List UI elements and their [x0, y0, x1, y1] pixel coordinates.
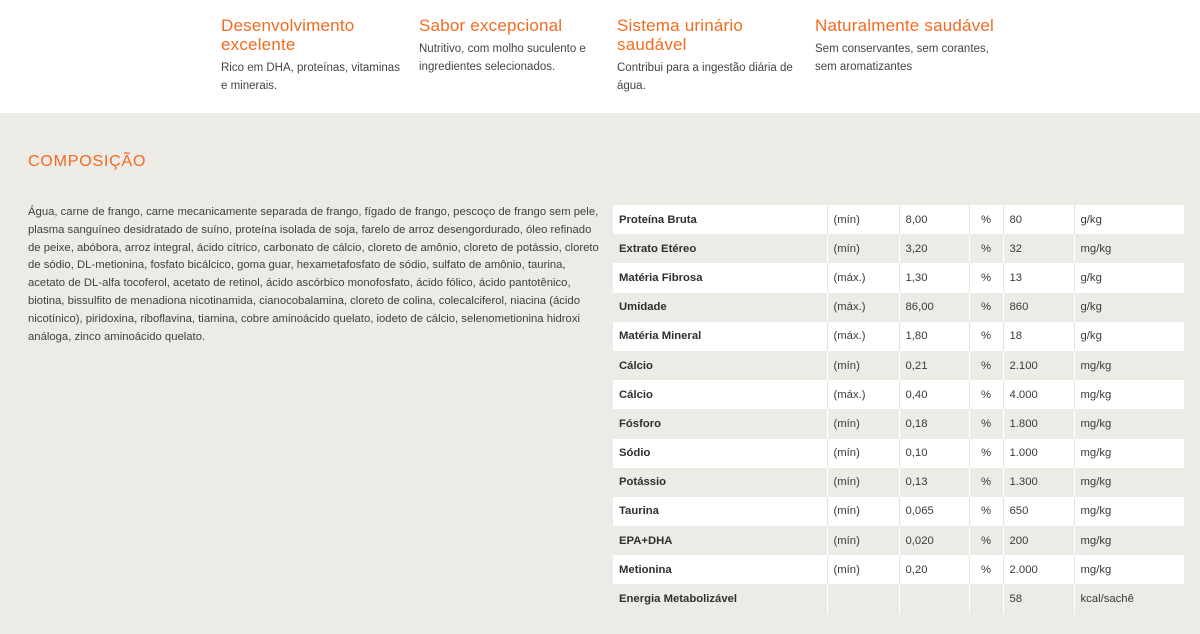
nutrient-amount: 1.000 [1003, 439, 1074, 468]
nutrient-unit: mg/kg [1074, 234, 1184, 263]
nutrient-modifier: (mín) [827, 205, 899, 234]
composition-title: COMPOSIÇÃO [28, 153, 147, 170]
benefit-text: Nutritivo, com molho suculento e ingredientes selecionados. [419, 43, 586, 73]
nutrient-percent-value: 0,18 [899, 409, 969, 438]
nutrient-percent-value: 0,13 [899, 468, 969, 497]
nutrient-amount: 80 [1003, 205, 1074, 234]
nutrient-percent-value: 0,40 [899, 380, 969, 409]
nutrient-percent-sign: % [969, 497, 1003, 526]
nutrient-amount: 58 [1003, 584, 1074, 613]
nutrient-unit: mg/kg [1074, 409, 1184, 438]
nutrient-unit: g/kg [1074, 322, 1184, 351]
nutrient-percent-value: 1,80 [899, 322, 969, 351]
nutrient-percent-sign: % [969, 205, 1003, 234]
nutrient-unit: mg/kg [1074, 468, 1184, 497]
nutrient-amount: 18 [1003, 322, 1074, 351]
table-row [613, 555, 1184, 584]
nutrient-name: Umidade [613, 293, 827, 322]
benefit-text: Rico em DHA, proteínas, vitaminas e minerais. [221, 62, 400, 92]
nutrient-unit: mg/kg [1074, 439, 1184, 468]
nutrient-name: Potássio [613, 468, 827, 497]
nutrient-amount: 32 [1003, 234, 1074, 263]
benefit-title: Sabor excepcional [419, 16, 563, 35]
nutrient-name: Extrato Etéreo [613, 234, 827, 263]
benefit-text: Sem conservantes, sem corantes, sem aromatizantes [815, 43, 989, 73]
nutrient-unit: mg/kg [1074, 497, 1184, 526]
nutrient-unit: mg/kg [1074, 351, 1184, 380]
nutrient-amount: 13 [1003, 263, 1074, 292]
nutrient-name: Metionina [613, 555, 827, 584]
nutrient-modifier: (mín) [827, 526, 899, 555]
nutrient-percent-sign: % [969, 263, 1003, 292]
nutrient-percent-sign: % [969, 322, 1003, 351]
nutrient-amount: 1.800 [1003, 409, 1074, 438]
nutrient-percent-sign: % [969, 234, 1003, 263]
nutrient-percent-value [899, 584, 969, 613]
nutrient-percent-value: 0,20 [899, 555, 969, 584]
nutrition-table [613, 205, 1184, 614]
nutrient-name: Taurina [613, 497, 827, 526]
nutrient-amount: 4.000 [1003, 380, 1074, 409]
benefit-title: Desenvolvimento excelente [221, 16, 355, 54]
nutrient-unit: mg/kg [1074, 380, 1184, 409]
nutrient-name: Matéria Mineral [613, 322, 827, 351]
nutrient-percent-sign: % [969, 351, 1003, 380]
benefit-flavor [419, 16, 599, 76]
ingredients-text: Água, carne de frango, carne mecanicamente separada de frango, fígado de frango, pescoço de frango sem pele, plasma sanguíneo desidratado de suíno, proteína isolada de soja, farelo de arroz desengordurado, óleo refinado de peixe, abóbora, arroz integral, ácido cítrico, carbonato de cálcio, cloreto de amônio, cloreto de potássio, cloreto de sódio, DL-metionina, fosfato bicálcico, goma guar, hexametafosfato de sódio, sulfato de amônio, taurina, acetato de DL-alfa tocoferol, acetato de retinol, ácido ascórbico monofosfato, ácido fólico, ácido pantotênico, biotina, bissulfito de menadiona nicotinamida, cianocobalamina, cloreto de colina, colecalciferol, niacina (ácido nicotínico), piridoxina, riboflavina, tiamina, cobre aminoácido quelato, iodeto de cálcio, selenometionina hidroxi análoga, zinco aminoácido quelato. [28, 206, 599, 343]
nutrient-modifier [827, 584, 899, 613]
nutrient-modifier: (máx.) [827, 322, 899, 351]
benefit-urinary [617, 16, 797, 95]
nutrient-unit: mg/kg [1074, 526, 1184, 555]
nutrient-name: Energia Metabolizável [613, 584, 827, 613]
table-row [613, 468, 1184, 497]
table-row [613, 497, 1184, 526]
nutrient-percent-sign: % [969, 409, 1003, 438]
nutrient-unit: g/kg [1074, 263, 1184, 292]
nutrient-modifier: (mín) [827, 555, 899, 584]
nutrient-name: Fósforo [613, 409, 827, 438]
nutrient-percent-value: 0,020 [899, 526, 969, 555]
table-row [613, 234, 1184, 263]
benefit-title: Naturalmente saudável [815, 16, 995, 35]
nutrient-amount: 860 [1003, 293, 1074, 322]
nutrient-modifier: (mín) [827, 439, 899, 468]
nutrient-name: Matéria Fibrosa [613, 263, 827, 292]
nutrient-name: Cálcio [613, 351, 827, 380]
nutrient-percent-value: 3,20 [899, 234, 969, 263]
composition-section [0, 113, 1200, 634]
table-row [613, 263, 1184, 292]
nutrient-percent-sign: % [969, 468, 1003, 497]
benefits-strip [0, 0, 1200, 113]
table-row [613, 439, 1184, 468]
nutrient-name: Sódio [613, 439, 827, 468]
nutrient-amount: 200 [1003, 526, 1074, 555]
nutrient-percent-sign: % [969, 293, 1003, 322]
nutrient-percent-sign: % [969, 380, 1003, 409]
table-row [613, 205, 1184, 234]
nutrient-modifier: (mín) [827, 351, 899, 380]
nutrient-name: Cálcio [613, 380, 827, 409]
table-row [613, 380, 1184, 409]
nutrient-percent-value: 1,30 [899, 263, 969, 292]
nutrient-percent-sign: % [969, 555, 1003, 584]
nutrient-modifier: (máx.) [827, 263, 899, 292]
table-row [613, 351, 1184, 380]
nutrient-name: Proteína Bruta [613, 205, 827, 234]
nutrient-percent-value: 0,21 [899, 351, 969, 380]
benefit-title: Sistema urinário saudável [617, 16, 744, 54]
nutrient-percent-sign [969, 584, 1003, 613]
table-row [613, 409, 1184, 438]
table-row [613, 526, 1184, 555]
nutrient-modifier: (mín) [827, 468, 899, 497]
nutrient-modifier: (mín) [827, 497, 899, 526]
nutrient-unit: kcal/sachê [1074, 584, 1184, 613]
nutrient-amount: 650 [1003, 497, 1074, 526]
nutrient-amount: 2.000 [1003, 555, 1074, 584]
table-row [613, 322, 1184, 351]
nutrient-name: EPA+DHA [613, 526, 827, 555]
nutrient-percent-value: 0,10 [899, 439, 969, 468]
nutrient-percent-sign: % [969, 526, 1003, 555]
nutrient-modifier: (mín) [827, 409, 899, 438]
nutrient-amount: 1.300 [1003, 468, 1074, 497]
nutrient-percent-value: 0,065 [899, 497, 969, 526]
nutrient-amount: 2.100 [1003, 351, 1074, 380]
nutrient-percent-value: 86,00 [899, 293, 969, 322]
nutrient-modifier: (mín) [827, 234, 899, 263]
benefit-natural [815, 16, 995, 76]
nutrient-percent-sign: % [969, 439, 1003, 468]
benefit-development [221, 16, 401, 95]
nutrient-unit: g/kg [1074, 293, 1184, 322]
nutrient-modifier: (máx.) [827, 380, 899, 409]
benefit-text: Contribui para a ingestão diária de água. [617, 62, 793, 92]
nutrient-unit: g/kg [1074, 205, 1184, 234]
nutrient-modifier: (máx.) [827, 293, 899, 322]
nutrient-percent-value: 8,00 [899, 205, 969, 234]
nutrient-unit: mg/kg [1074, 555, 1184, 584]
table-row [613, 584, 1184, 613]
table-row [613, 293, 1184, 322]
